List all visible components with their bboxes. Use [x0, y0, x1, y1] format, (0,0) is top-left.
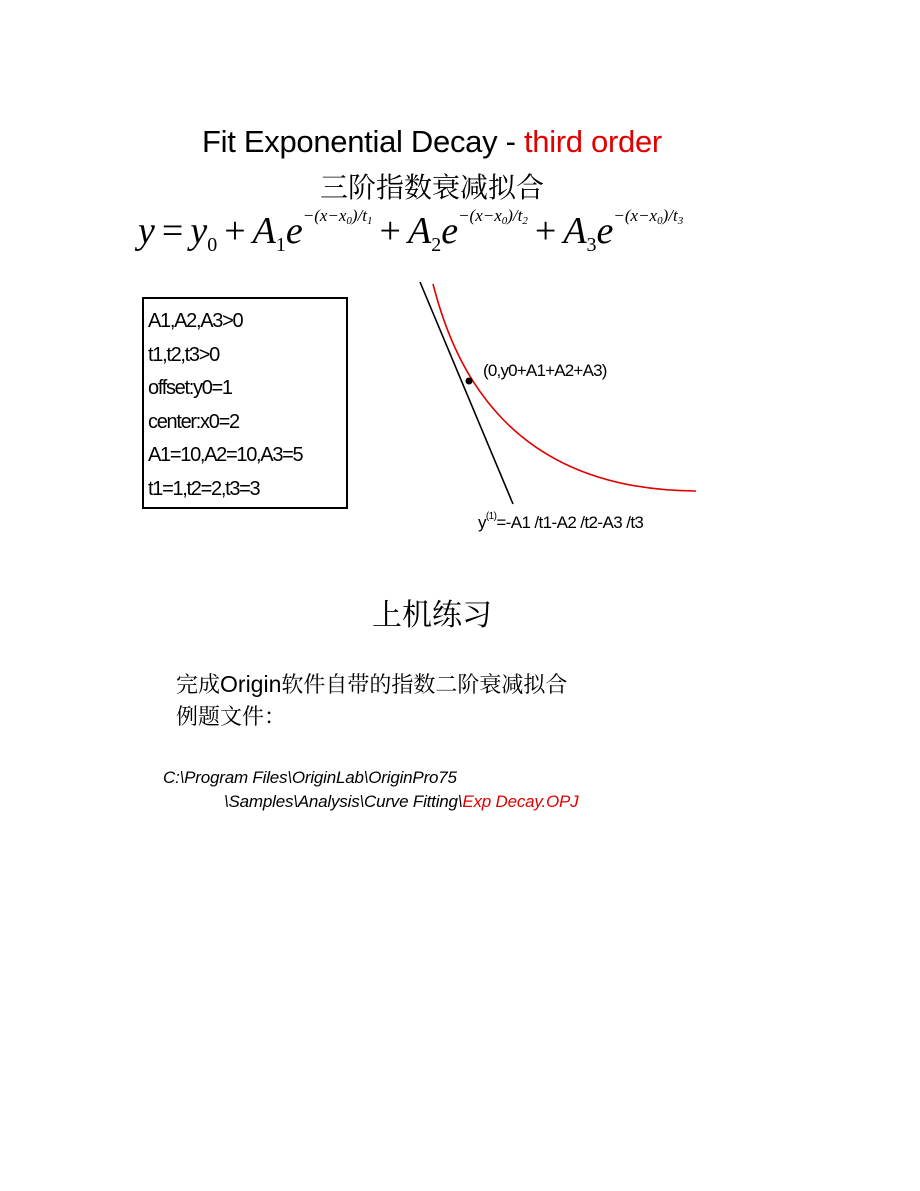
slide-subtitle: 三阶指数衰减拟合	[319, 171, 544, 204]
formula-a1: A	[252, 210, 276, 252]
exp3-t-sub: 3	[677, 215, 684, 227]
formula-y0: y	[190, 210, 208, 252]
formula-e3: e	[596, 210, 614, 252]
task-line-2: 例题文件：	[176, 705, 287, 730]
exp1-tail: )/t	[351, 206, 368, 225]
tangent-label	[478, 511, 643, 532]
file-path-filename: Exp Decay.OPJ	[462, 792, 579, 811]
intercept-point	[466, 378, 473, 385]
exp3-x0-sub: 0	[657, 215, 663, 227]
tangent-line	[420, 282, 513, 504]
formula-a1-sub: 1	[275, 234, 286, 256]
file-path-line-1: C:\Program Files\OriginLab\OriginPro75	[163, 768, 457, 787]
title-prefix: Fit Exponential Decay -	[202, 124, 524, 159]
practice-task	[176, 668, 567, 734]
formula-exponent-1	[303, 206, 373, 225]
exp3-tail: )/t	[662, 206, 678, 225]
decay-curve	[433, 284, 696, 491]
task-line-1-b: Origin	[220, 671, 282, 697]
parameter-line: center:x0=2	[148, 410, 239, 433]
formula-y0-sub: 0	[207, 234, 218, 256]
file-path-dir: \Samples\Analysis\Curve Fitting\	[224, 792, 463, 811]
exp2-x0-sub: 0	[501, 215, 508, 227]
exp2-t-sub: 2	[522, 215, 528, 227]
formula-a3-sub: 3	[586, 234, 597, 256]
exp3-main: −(x−x	[613, 206, 658, 225]
formula-e1: e	[285, 210, 303, 252]
exp1-t-sub: 1	[367, 215, 373, 227]
task-line-1-a: 完成	[176, 673, 221, 698]
decay-sketch	[400, 270, 730, 540]
parameter-box	[142, 297, 348, 509]
formula-equals: =	[161, 210, 184, 252]
task-line-1	[176, 668, 567, 702]
formula-exponent-3	[613, 206, 683, 225]
parameter-line: offset:y0=1	[148, 377, 232, 399]
decay-formula	[138, 206, 684, 256]
parameter-line: A1=10,A2=10,A3=5	[148, 444, 303, 466]
tangent-label-rest: =-A1 /t1-A2 /t2-A3 /t3	[496, 513, 644, 532]
formula-exponent-2	[458, 206, 528, 225]
exp2-tail: )/t	[507, 206, 523, 225]
exp1-x0-sub: 0	[346, 215, 352, 227]
file-path-line-2	[224, 792, 578, 812]
formula-plus-3: +	[534, 210, 557, 252]
practice-heading: 上机练习	[372, 598, 492, 633]
task-line-1-c: 软件自带的指数二阶衰减拟合	[281, 673, 568, 698]
formula-y: y	[138, 210, 155, 252]
exp2-main: −(x−x	[458, 206, 502, 225]
tangent-label-sup: (1)	[485, 511, 497, 522]
formula-plus-1: +	[224, 210, 246, 252]
parameter-line: t1,t2,t3>0	[148, 343, 219, 366]
exp1-main: −(x−x	[302, 206, 347, 225]
formula-e2: e	[441, 210, 459, 252]
formula-a2-sub: 2	[431, 234, 442, 256]
title-highlight: third order	[523, 124, 662, 159]
slide-title	[0, 124, 864, 160]
formula-plus-2: +	[379, 210, 401, 252]
parameter-line: t1=1,t2=2,t3=3	[148, 477, 260, 500]
parameter-line: A1,A2,A3>0	[148, 310, 243, 332]
point-label: (0,y0+A1+A2+A3)	[483, 361, 607, 380]
formula-a2: A	[407, 210, 432, 252]
tangent-label-prefix: y	[478, 513, 486, 532]
formula-a3: A	[563, 210, 587, 252]
